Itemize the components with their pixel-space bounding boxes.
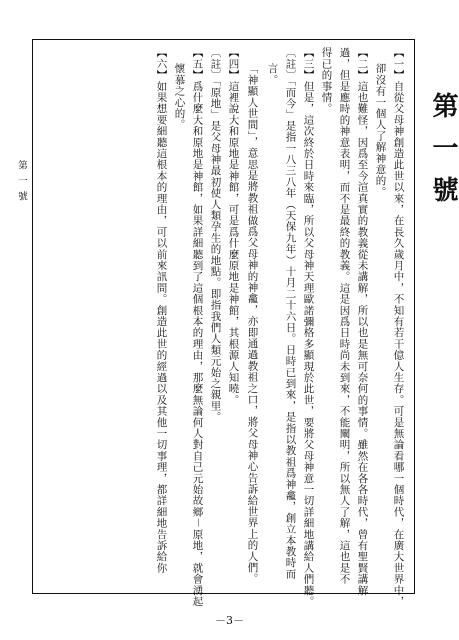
page-number: －3－: [215, 614, 244, 627]
text-column: 懷慕之心的。: [173, 63, 186, 131]
text-column: 〔註〕「原地」是父母神最初使人類孕生的地點。即指我們人類元始之親里。: [209, 47, 222, 423]
text-column: 卻沒有一個人了解神意的。: [374, 63, 387, 198]
text-column: 〔註〕「而今」是指一八三八年（天保九年）十月二十六日。日時已到來，是指以教祖爲神龕，創立本教時而: [284, 47, 297, 580]
text-column: 過，但是應時的神意表明，而不是最終的教義。這是因爲日時尚未到來，不能闡明，所以無人了解，這也是不: [338, 47, 351, 585]
text-column: 言。: [266, 63, 279, 86]
text-column: 得已的事情。: [320, 47, 333, 115]
text-column: 「神顯人世間」，意思是將教祖做爲父母神的神龕，亦即通過教祖之口，將父母神心告訴給世界上的人們。: [246, 63, 259, 585]
text-column: 【四】這裡說大和原地是神館，可是爲什麼原地是神館，其根源人知曉。: [227, 47, 240, 406]
text-column: 【五】爲什麼大和原地是神館，如果詳細聽到了這個根本的理由，那麼無論何人對自己元始故鄉－原地，就會湧起: [191, 47, 204, 607]
text-column: 【三】但是，這次終於日時來臨，所以父母神天理歐諾彌格多顯現於此世，要將父母神意一切詳細地講給人們聽。: [302, 47, 315, 607]
text-column: 【二】這也難怪，因爲至今渲真實的教義從未講解，所以也是無可奈何的事情。雖然在各各時代，曾有聖賢講解: [356, 47, 369, 596]
running-head: 第一號: [16, 160, 27, 207]
text-column: 【一】自從父母神創造此世以來，在長久歲月中，不知有若干億人生存。可是無論看哪一個時代，在廣大世界中，: [392, 47, 405, 607]
text-column: 【六】如果想要細聽這根本的理由，可以前來訊問。創造此世的經過以及其他一切事理，都詳細地告訴給你: [155, 47, 168, 574]
chapter-title: 第一號: [428, 92, 458, 218]
